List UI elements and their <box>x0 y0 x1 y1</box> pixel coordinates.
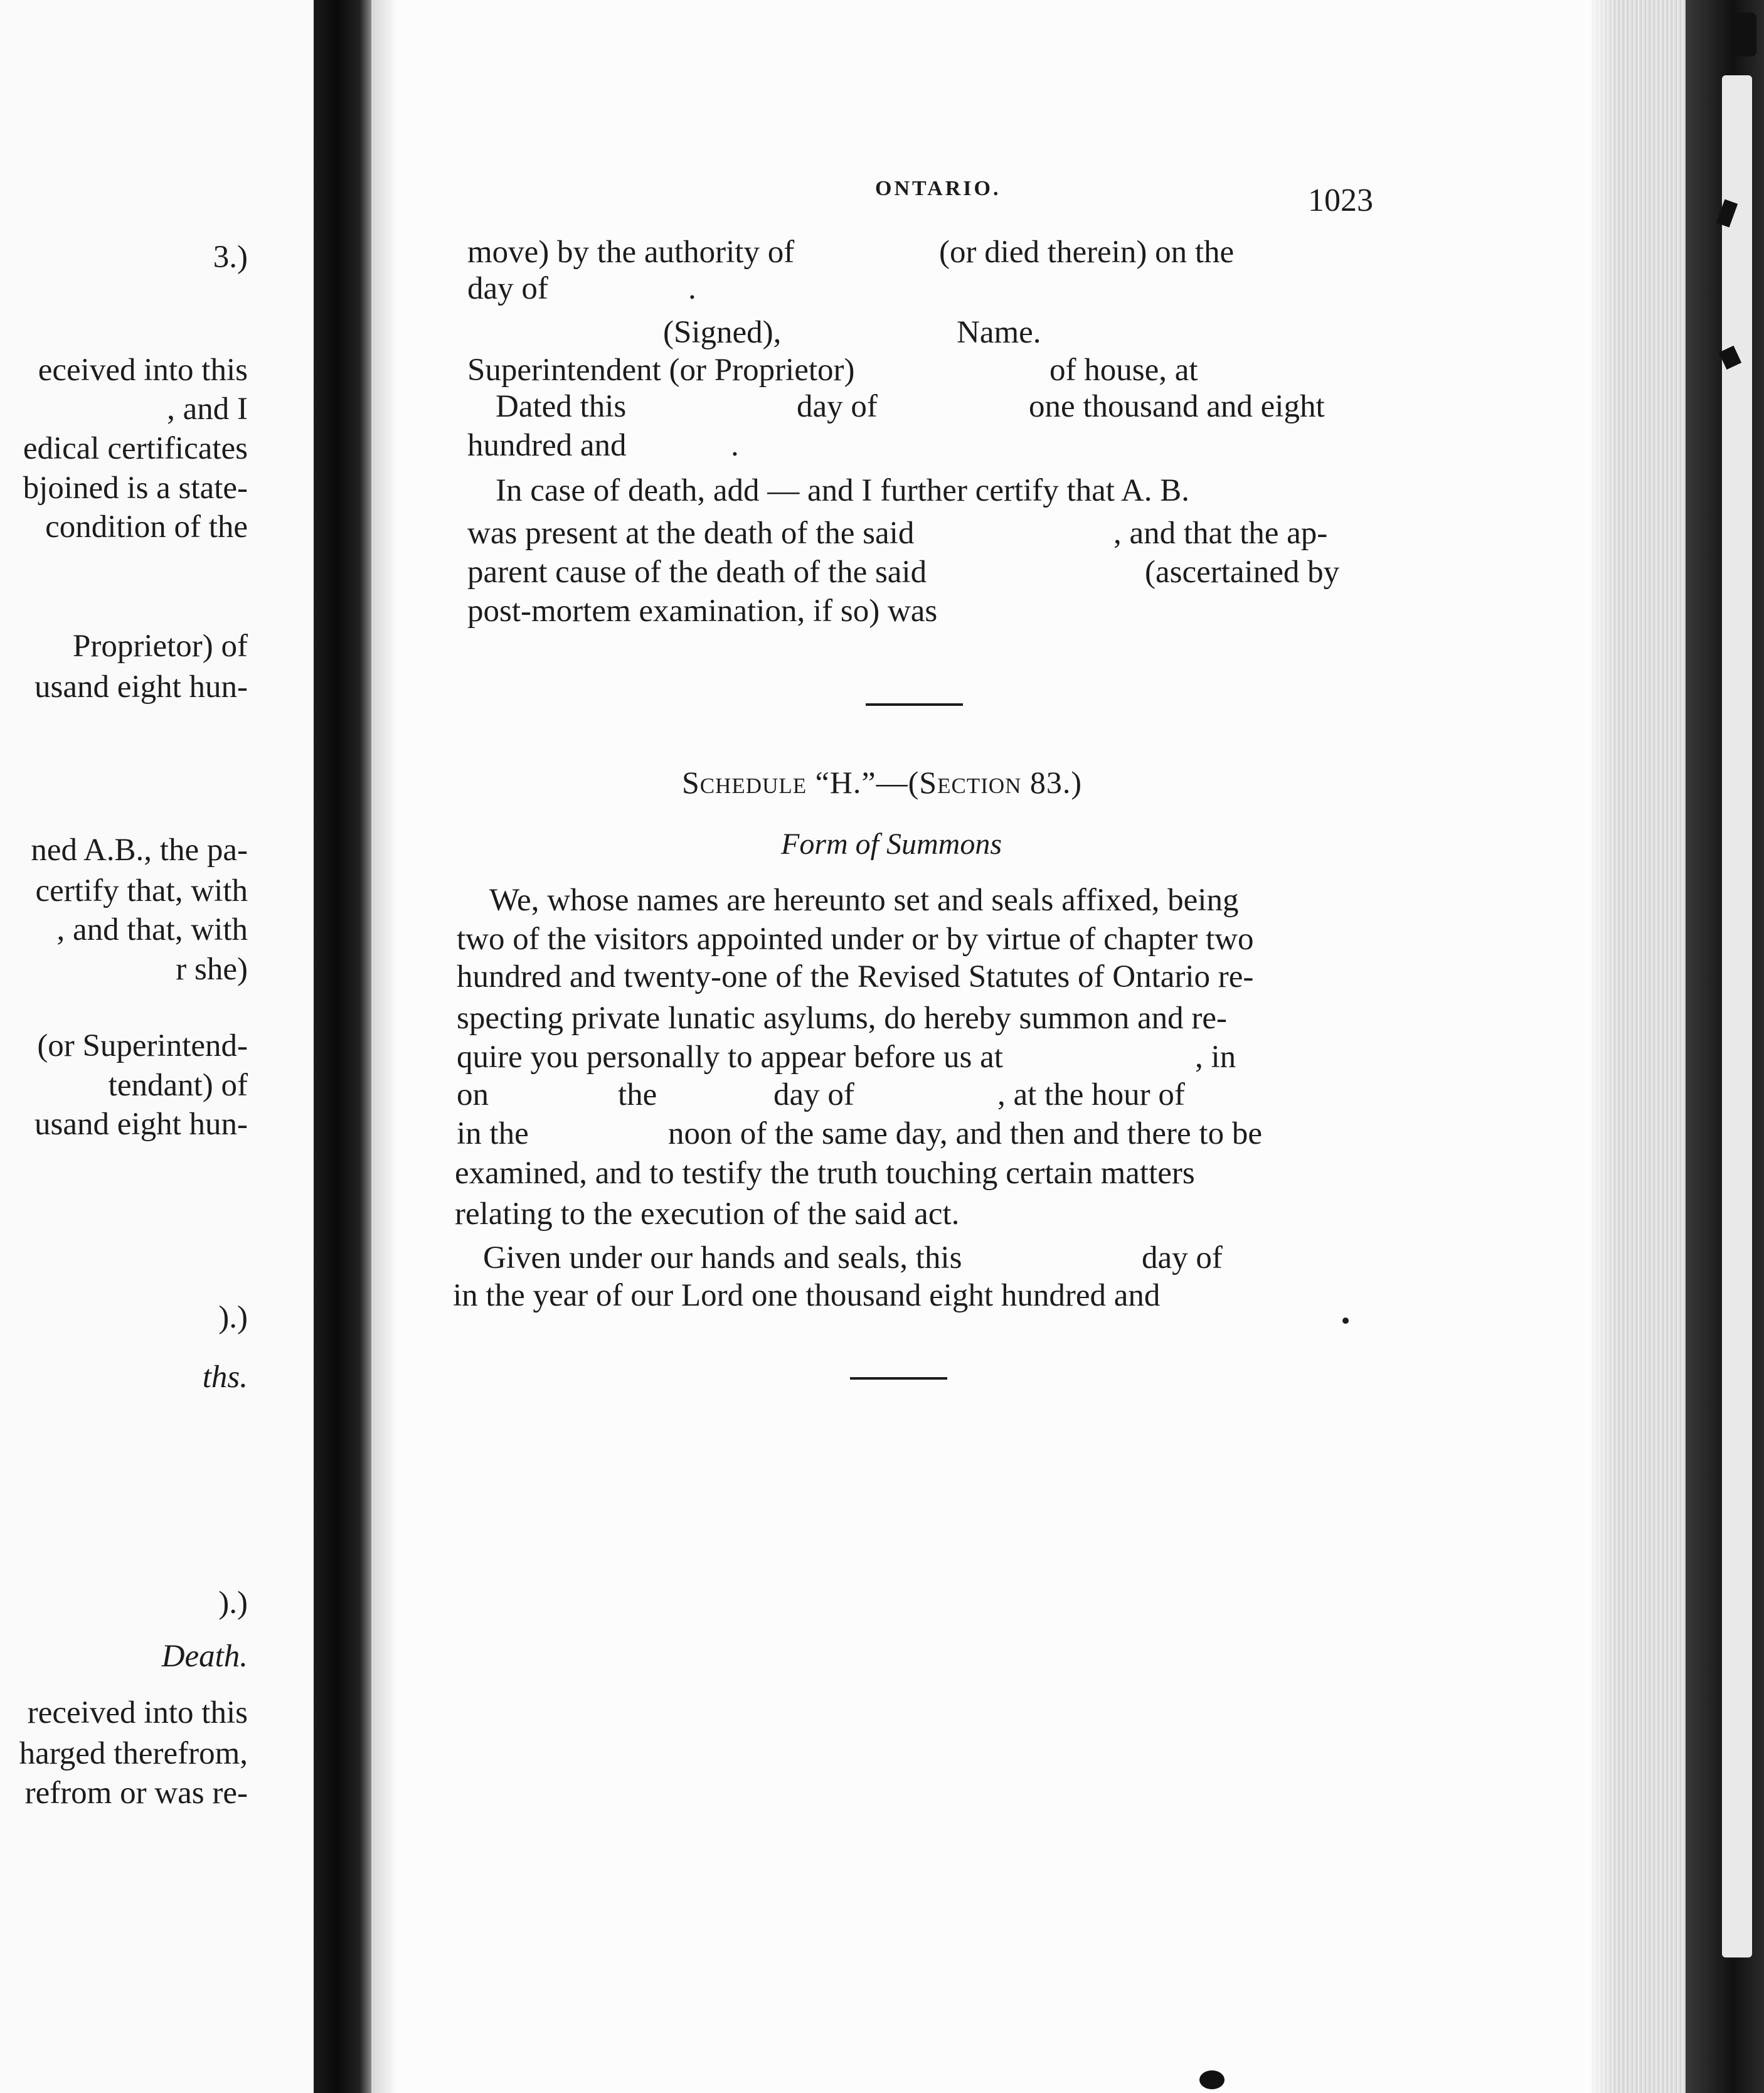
text-line-segment: We, whose names are hereunto set and seals affixed, being <box>489 883 1239 918</box>
left-page-line: , and I <box>167 391 248 427</box>
left-page-line: ned A.B., the pa- <box>31 833 248 868</box>
text-line-segment: . <box>731 428 739 463</box>
left-page-line: eceived into this <box>38 353 248 388</box>
text-line-segment: Given under our hands and seals, this <box>483 1240 962 1276</box>
left-page-line: Proprietor) of <box>72 629 248 664</box>
left-page-line: edical certificates <box>23 431 248 466</box>
text-line-segment: (Signed), <box>663 315 782 350</box>
left-page-line: certify that, with <box>35 873 248 908</box>
scan-mark <box>1199 2070 1225 2089</box>
scan-mark <box>1731 13 1756 56</box>
text-line-segment: . <box>688 271 696 306</box>
text-line-segment: post-mortem examination, if so) was <box>467 594 938 629</box>
schedule-dash: —( <box>876 765 920 800</box>
left-page-line: usand eight hun- <box>35 1107 248 1142</box>
left-page-line: , and that, with <box>56 912 248 947</box>
text-line-segment: hundred and twenty-one of the Revised Statutes of Ontario re- <box>457 959 1254 994</box>
left-page-line: usand eight hun- <box>35 669 248 705</box>
text-line-segment: hundred and <box>467 428 627 463</box>
text-line-segment: day of <box>1142 1240 1223 1276</box>
text-line-segment: move) by the authority of <box>467 235 795 270</box>
text-line-segment: Superintendent (or Proprietor) <box>467 353 855 388</box>
schedule-heading <box>682 764 1082 801</box>
text-line-segment: quire you personally to appear before us at <box>457 1040 1003 1075</box>
schedule-word: Schedule <box>682 765 807 800</box>
section-word: Section <box>919 765 1022 800</box>
text-line-segment: two of the visitors appointed under or by virtue of chapter two <box>457 922 1254 957</box>
left-page-line: bjoined is a state- <box>23 471 248 506</box>
book-gutter <box>314 0 371 2093</box>
text-line-segment: , at the hour of <box>997 1077 1185 1112</box>
text-line-segment: parent cause of the death of the said <box>467 555 927 590</box>
gutter-shadow <box>371 0 396 2093</box>
left-page-line: harged therefrom, <box>19 1736 248 1771</box>
text-line-segment: one thousand and eight <box>1029 389 1325 424</box>
text-line-segment: , in <box>1195 1040 1236 1075</box>
page-number: 1023 <box>1308 183 1373 218</box>
trailing-period <box>1342 1318 1349 1324</box>
text-line-segment: (or died therein) on the <box>939 235 1235 270</box>
text-line-segment: the <box>618 1077 657 1112</box>
text-line-segment: In case of death, add — and I further certify that A. B. <box>496 473 1190 508</box>
text-line-segment: day of <box>773 1077 854 1112</box>
text-line-segment: specting private lunatic asylums, do hereby summon and re- <box>457 1001 1227 1036</box>
text-line-segment: was present at the death of the said <box>467 516 915 551</box>
text-line-segment: Dated this <box>496 389 627 424</box>
left-page-line: condition of the <box>45 509 248 545</box>
left-page-line: ).) <box>218 1300 248 1335</box>
text-line-segment: Name. <box>957 315 1041 350</box>
schedule-letter: “H.” <box>815 765 876 800</box>
left-page-line: Death. <box>161 1639 248 1674</box>
left-page-line: (or Superintend- <box>37 1028 248 1063</box>
text-line-segment: examined, and to testify the truth touching certain matters <box>455 1156 1195 1191</box>
text-line-segment: on <box>457 1077 489 1112</box>
left-page-line: r she) <box>176 952 248 987</box>
text-line-segment: relating to the execution of the said act. <box>455 1196 960 1232</box>
left-page-line: tendant) of <box>108 1068 248 1103</box>
text-line-segment: , and that the ap- <box>1113 516 1328 551</box>
left-page-line: 3.) <box>213 240 248 275</box>
left-page <box>0 0 314 2093</box>
page-edge-highlight <box>1591 0 1617 2093</box>
text-line-segment: (ascertained by <box>1145 555 1340 590</box>
left-page-line: ).) <box>218 1585 248 1621</box>
text-line-segment: day of <box>797 389 878 424</box>
end-divider <box>850 1377 947 1380</box>
left-page-line: received into this <box>27 1695 248 1730</box>
running-header: ONTARIO. <box>875 177 1001 200</box>
text-line-segment: in the year of our Lord one thousand eight hundred and <box>453 1278 1161 1313</box>
left-page-line: refrom or was re- <box>24 1776 248 1811</box>
left-page-line: ths. <box>202 1360 248 1395</box>
text-line-segment: noon of the same day, and then and there to be <box>668 1116 1262 1151</box>
form-title: Form of Summons <box>781 828 1002 861</box>
section-number: 83.) <box>1029 765 1083 800</box>
text-line-segment: day of <box>467 271 548 306</box>
text-line-segment: in the <box>457 1116 529 1151</box>
section-divider <box>866 703 963 706</box>
text-line-segment: of house, at <box>1049 353 1198 388</box>
